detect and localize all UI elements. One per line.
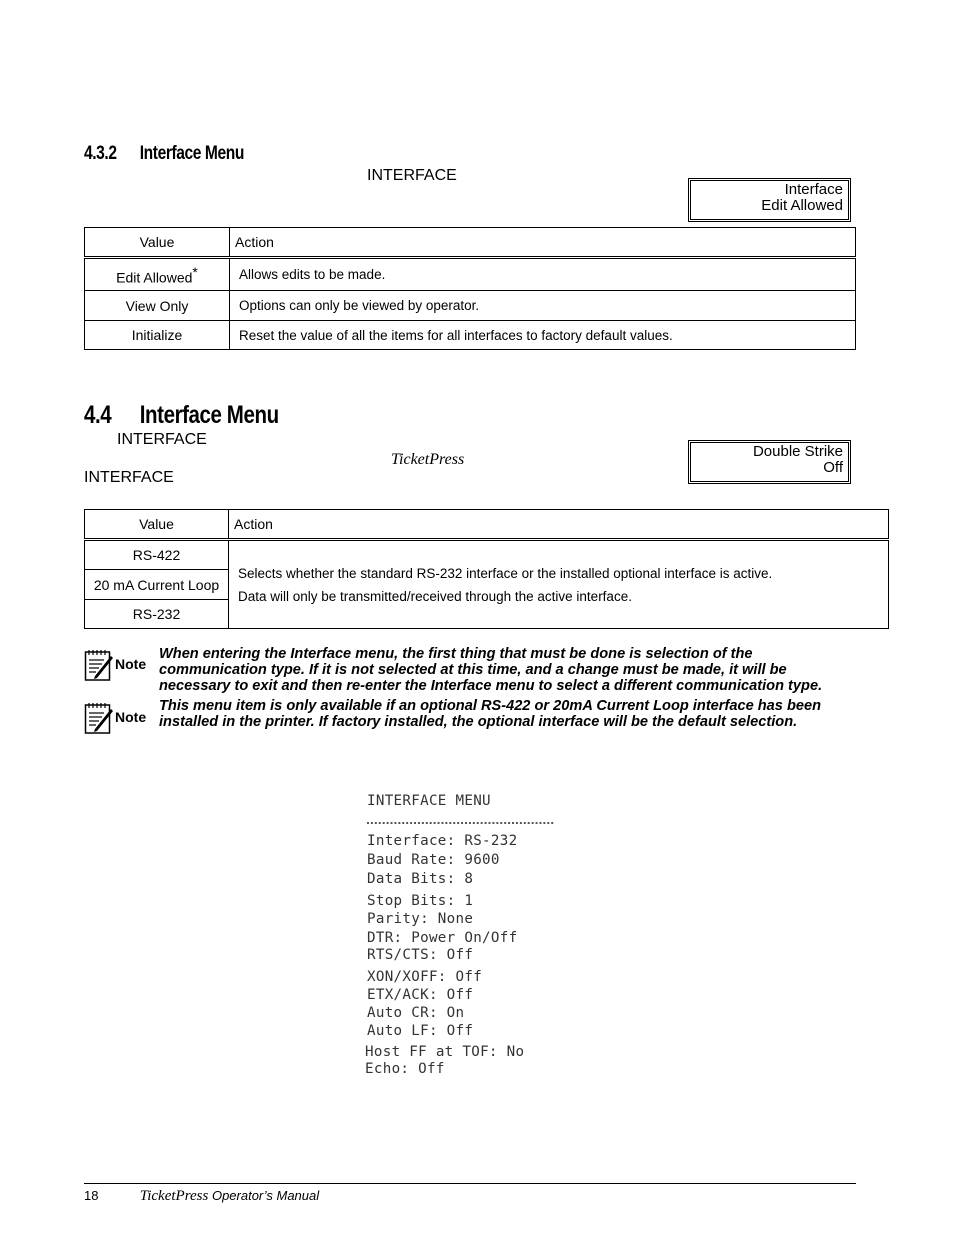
note-block	[84, 648, 147, 687]
action-line: Data will only be transmitted/received through the active interface.	[238, 588, 632, 604]
printout-line: Interface: RS-232	[367, 833, 518, 849]
printout-line: XON/XOFF: Off	[367, 969, 483, 985]
menu-box-line2: Edit Allowed	[761, 197, 843, 214]
note-block	[84, 701, 147, 740]
interface-edit-table	[84, 227, 856, 350]
table-cell-action	[229, 540, 889, 629]
section-number: 4.3.2	[84, 143, 117, 164]
table-cell-value: View Only	[85, 291, 230, 321]
interface-type-table	[84, 509, 889, 629]
section-title: Interface Menu	[139, 143, 244, 164]
printout-line: Host FF at TOF: No	[365, 1044, 525, 1060]
note-line: communication type. If it is not selected at this time, and a change must be made, it will be	[159, 662, 787, 678]
printout-line: RTS/CTS: Off	[367, 947, 474, 963]
value-text: Edit Allowed	[116, 269, 193, 286]
table-header-action: Action	[229, 510, 889, 540]
action-line: Selects whether the standard RS-232 interface or the installed optional interface is active.	[238, 565, 773, 581]
table-header-value: Value	[85, 228, 230, 258]
note-label: Note	[115, 656, 147, 672]
printout-line: Echo: Off	[365, 1061, 445, 1077]
footer-product: TicketPress	[139, 1188, 209, 1204]
product-name: TicketPress	[391, 451, 465, 468]
note-text	[159, 646, 822, 694]
footer-manual: Operator’s Manual	[211, 1188, 320, 1203]
interface-label: INTERFACE	[117, 431, 207, 448]
menu-box-line2: Off	[823, 459, 843, 476]
printout-line: ETX/ACK: Off	[367, 987, 474, 1003]
printout-sample	[367, 793, 563, 1083]
table-cell-value: Initialize	[85, 321, 230, 350]
table-cell-action: Reset the value of all the items for all interfaces to factory default values.	[230, 321, 856, 350]
printout-title: INTERFACE MENU	[367, 793, 491, 809]
printout-line: Data Bits: 8	[367, 871, 474, 887]
printout-line: Parity: None	[367, 911, 474, 927]
menu-box-line1: Interface	[784, 181, 843, 198]
section-heading-4-4	[84, 401, 279, 430]
note-line: This menu item is only available if an optional RS-422 or 20mA Current Loop interface has been	[159, 698, 822, 714]
footer-rule	[84, 1183, 856, 1184]
printout-line: Auto LF: Off	[367, 1023, 474, 1039]
table-cell-value: RS-422	[85, 540, 229, 570]
table-cell-value	[85, 258, 230, 291]
table-header-value: Value	[85, 510, 229, 540]
note-label: Note	[115, 709, 147, 725]
menu-box-line1: Double Strike	[752, 443, 843, 460]
printout-line: Baud Rate: 9600	[367, 852, 500, 868]
table-cell-action: Allows edits to be made.	[230, 258, 856, 291]
section-heading-4-3-2	[84, 143, 244, 165]
printout-line: Stop Bits: 1	[367, 893, 474, 909]
interface-label: INTERFACE	[367, 167, 457, 184]
section-title: Interface Menu	[139, 401, 279, 429]
default-marker: *	[192, 263, 198, 280]
menu-display-box	[688, 440, 851, 484]
note-line: necessary to exit and then re-enter the Interface menu to select a different communication type.	[159, 678, 823, 694]
printout-line: DTR: Power On/Off	[367, 930, 518, 946]
note-line: installed in the printer. If factory installed, the optional interface will be the default selection.	[159, 714, 798, 730]
note-line: When entering the Interface menu, the first thing that must be done is selection of the	[159, 646, 753, 662]
table-cell-value: RS-232	[85, 600, 229, 629]
notepad-pencil-icon	[84, 701, 114, 735]
printout-separator	[367, 822, 553, 826]
printout-line: Auto CR: On	[367, 1005, 465, 1021]
table-cell-action: Options can only be viewed by operator.	[230, 291, 856, 321]
interface-label-2: INTERFACE	[84, 469, 174, 486]
section-number: 4.4	[84, 401, 112, 429]
table-cell-value: 20 mA Current Loop	[85, 570, 229, 600]
footer	[84, 1188, 319, 1205]
table-header-action: Action	[230, 228, 856, 258]
notepad-pencil-icon	[84, 648, 114, 682]
note-text	[159, 698, 821, 730]
page-number: 18	[84, 1188, 99, 1203]
menu-display-box	[688, 178, 851, 222]
